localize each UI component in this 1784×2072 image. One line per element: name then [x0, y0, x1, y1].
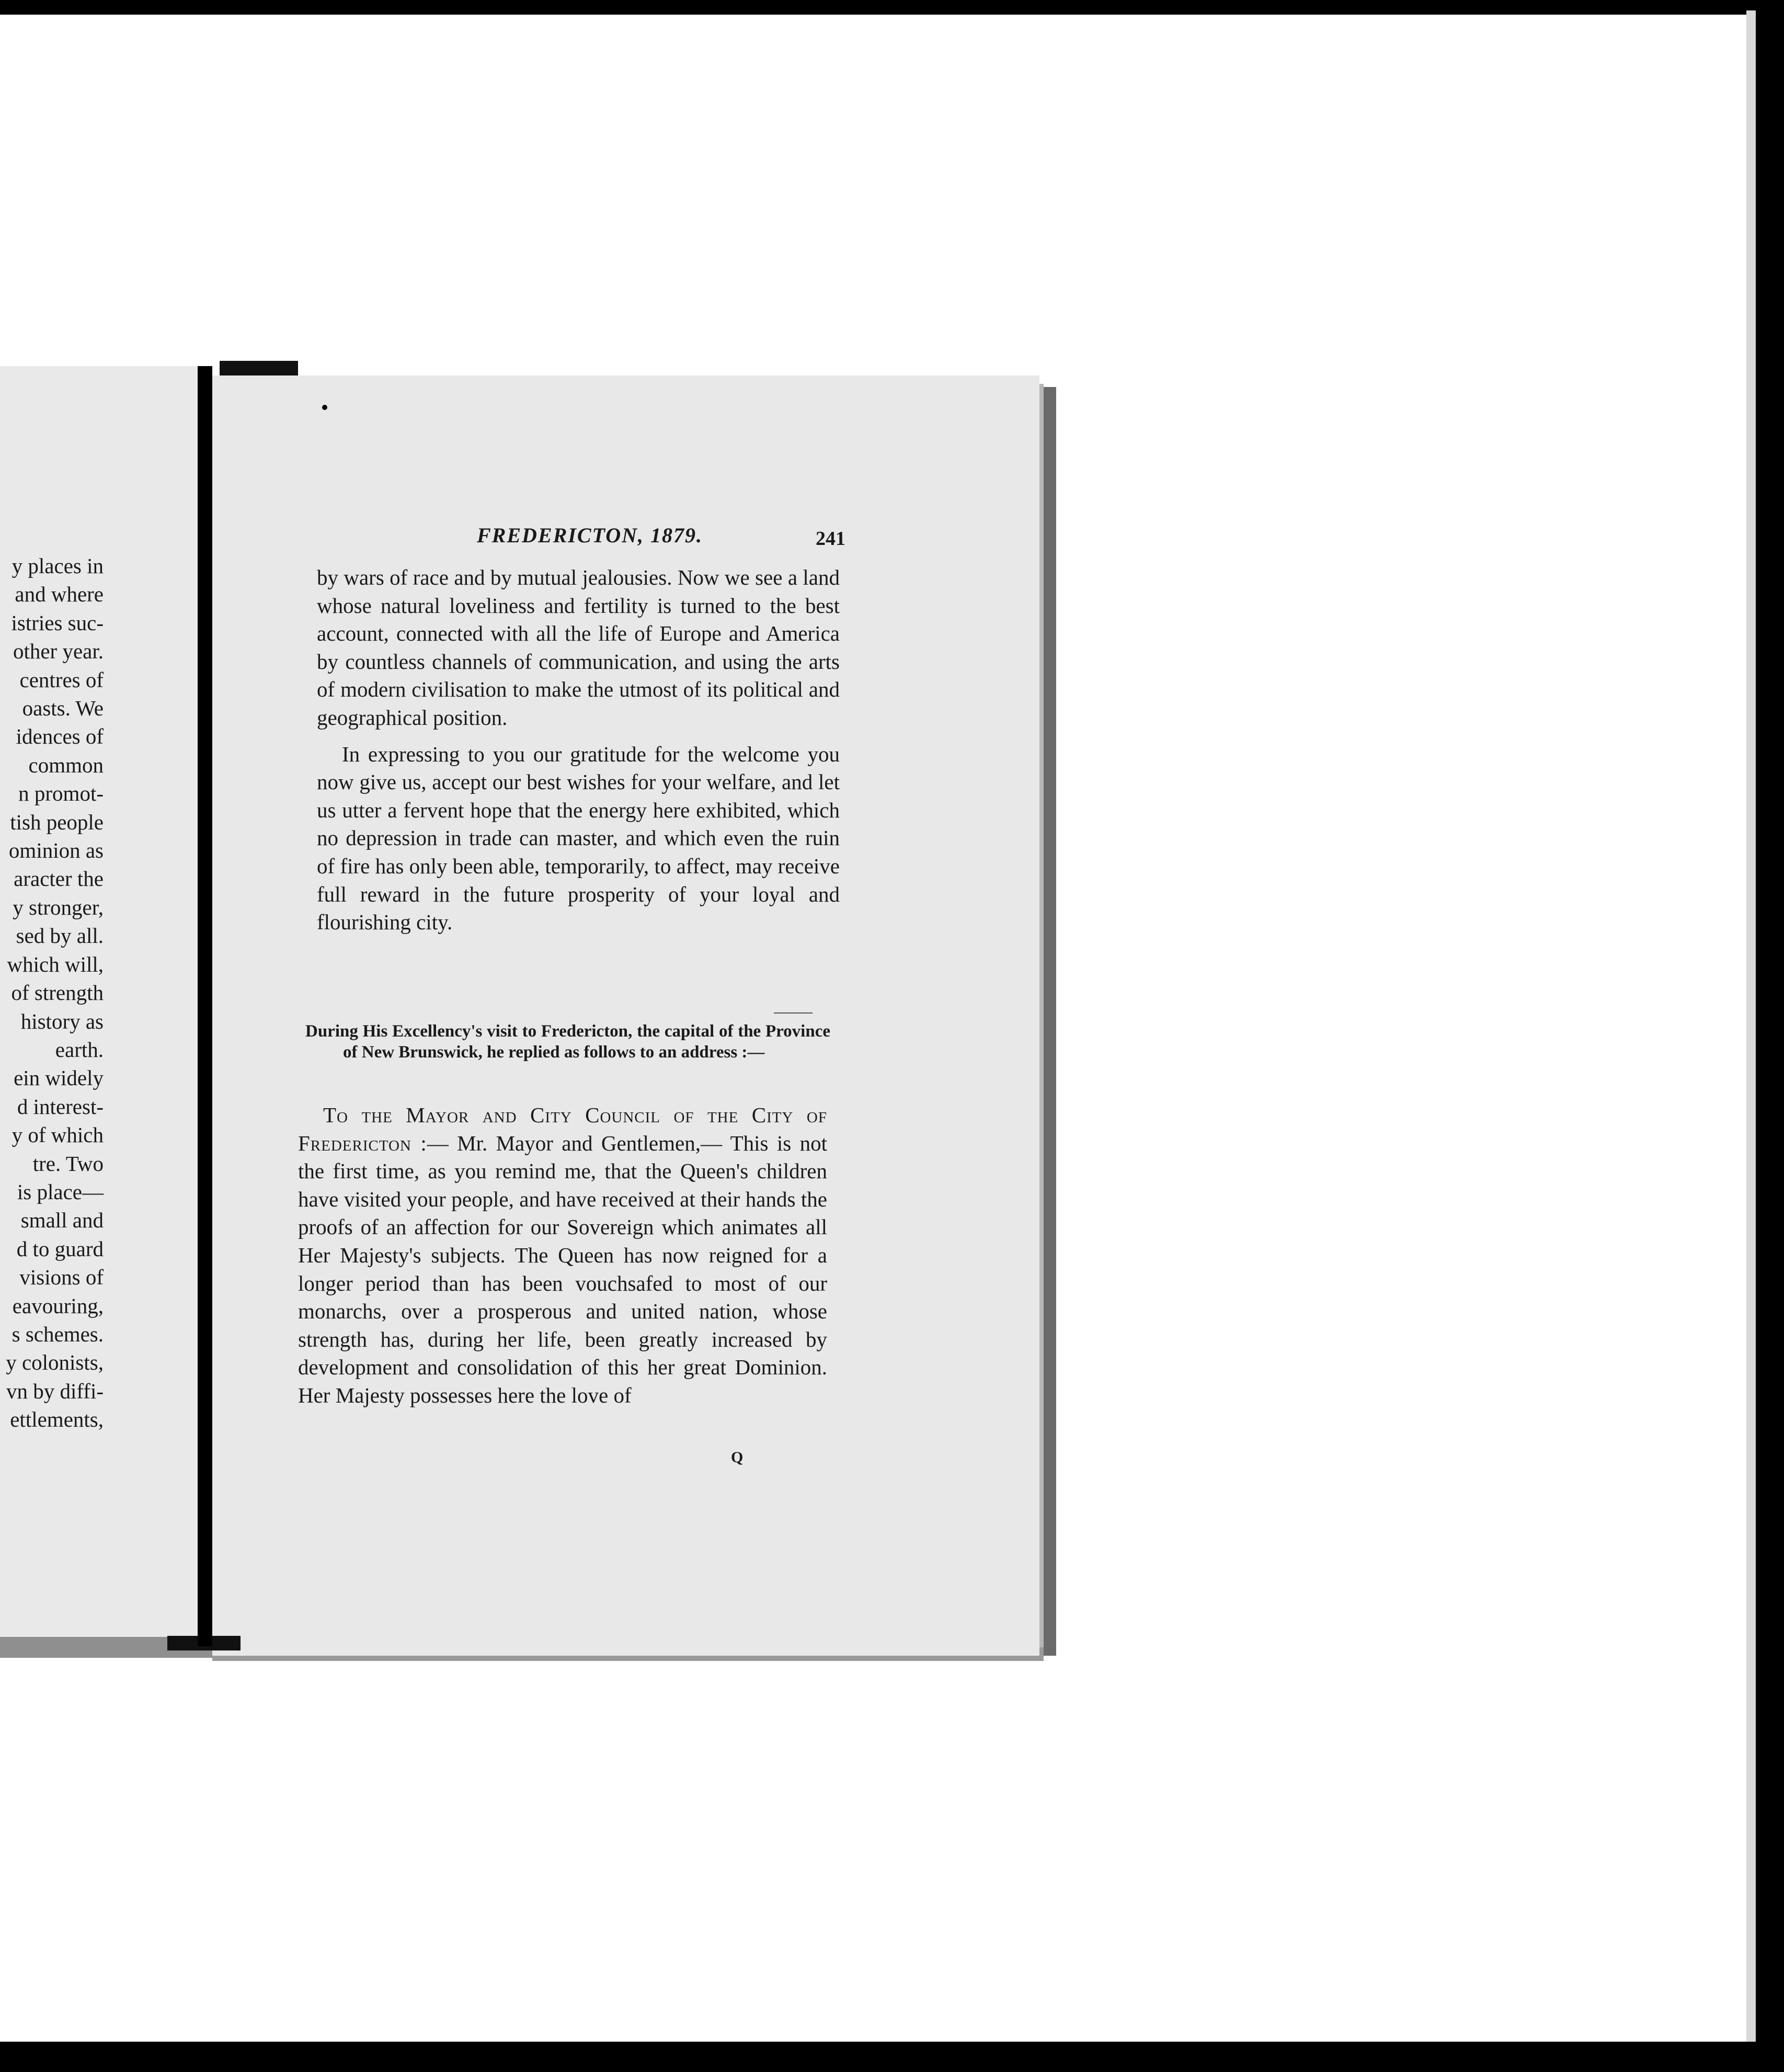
- left-page: [0, 366, 203, 1640]
- left-page-line: tre. Two: [32, 1151, 104, 1176]
- left-page-line: ein widely: [14, 1066, 104, 1090]
- scan-frame-edge: [1746, 10, 1756, 2045]
- left-page-line: istries suc-: [11, 610, 104, 635]
- left-page-line: s schemes.: [12, 1322, 104, 1346]
- address-paragraph: [298, 1101, 827, 1410]
- left-page-text: [0, 552, 104, 1434]
- left-page-line: visions of: [19, 1265, 104, 1290]
- scan-frame-bottom: [0, 2042, 1784, 2072]
- address-body: — Mr. Mayor and Gentlemen,— This is not the first time, as you remind me, that the Queen's children have visited your people, and have received at their hands the proofs of an affection for our Sovereign which animates all Her Majesty's subjects. The Queen has now reigned for a longer period than has been vouchsafed to most of our monarchs, over a prosperous and united nation, whose strength has, during her life, been greatly increased by development and consolidation of this her great Dominion. Her Majesty possesses here the love of: [298, 1131, 827, 1407]
- left-page-line: y colonists,: [6, 1350, 104, 1375]
- running-head: FREDERICTON, 1879.: [477, 523, 703, 547]
- left-page-line: history as: [20, 1009, 104, 1033]
- book-gutter: [198, 366, 212, 1646]
- book-cover-edge: [1044, 387, 1056, 1656]
- left-page-line: y stronger,: [13, 895, 104, 919]
- intro-note-text: During His Excellency's visit to Fredericton, the capital of the Province of New Brunswick, he replied as follows to an address :—: [305, 1022, 830, 1062]
- left-page-line: centres of: [19, 667, 104, 692]
- salutation: To the Mayor and City Council of the City of Fredericton :: [298, 1103, 827, 1155]
- paragraph: In expressing to you our gratitude for the welcome you now give us, accept our best wishes for your welfare, and let us utter a fervent hope that the energy here exhibited, which no depression in trade can master, and which even the ruin of fire has only been able, temporarily, to affect, may receive full reward in the future prosperity of your loyal and flourishing city.: [317, 742, 840, 935]
- left-page-line: n promot-: [18, 781, 104, 806]
- left-page-line: sed by all.: [16, 924, 104, 948]
- signature-mark: Q: [731, 1449, 744, 1466]
- left-page-line: of strength: [11, 981, 104, 1005]
- left-page-line: idences of: [16, 724, 104, 749]
- left-page-line: aracter the: [14, 867, 104, 891]
- left-page-line: is place—: [17, 1179, 104, 1204]
- paragraph-gap: [317, 732, 840, 741]
- scan-frame-right: [1756, 0, 1784, 2072]
- left-page-line: d to guard: [16, 1236, 104, 1261]
- left-page-line: earth.: [55, 1037, 104, 1062]
- left-page-line: ettlements,: [10, 1407, 104, 1432]
- address-text: [298, 1101, 827, 1410]
- left-page-line: which will,: [7, 952, 104, 976]
- scan-frame-top: [0, 0, 1784, 15]
- left-page-line: y places in: [12, 554, 104, 578]
- left-page-line: tish people: [10, 810, 104, 834]
- left-page-line: common: [28, 753, 104, 777]
- left-page-line: eavouring,: [12, 1293, 104, 1318]
- left-page-line: y of which: [12, 1123, 104, 1147]
- paragraph: by wars of race and by mutual jealousies. Now we see a land whose natural loveliness and fertility is turned to the best account, connected with all the life of Europe and America by countless channels of communication, and using the arts of modern civilisation to make the utmost of its political and geographical position.: [317, 565, 840, 730]
- ink-speck: [322, 405, 327, 410]
- intro-note: [305, 1021, 830, 1063]
- left-page-line: d interest-: [17, 1094, 104, 1119]
- section-rule: [774, 1012, 813, 1014]
- page-number: 241: [816, 528, 845, 550]
- body-text: [317, 564, 840, 937]
- left-page-line: vn by diffi-: [6, 1379, 104, 1403]
- left-page-line: other year.: [13, 639, 104, 664]
- left-page-line: oasts. We: [22, 696, 104, 721]
- gutter-ribbon-top: [220, 361, 298, 375]
- left-page-line: ominion as: [8, 838, 104, 863]
- left-page-line: and where: [15, 582, 104, 607]
- left-page-line: small and: [20, 1208, 104, 1233]
